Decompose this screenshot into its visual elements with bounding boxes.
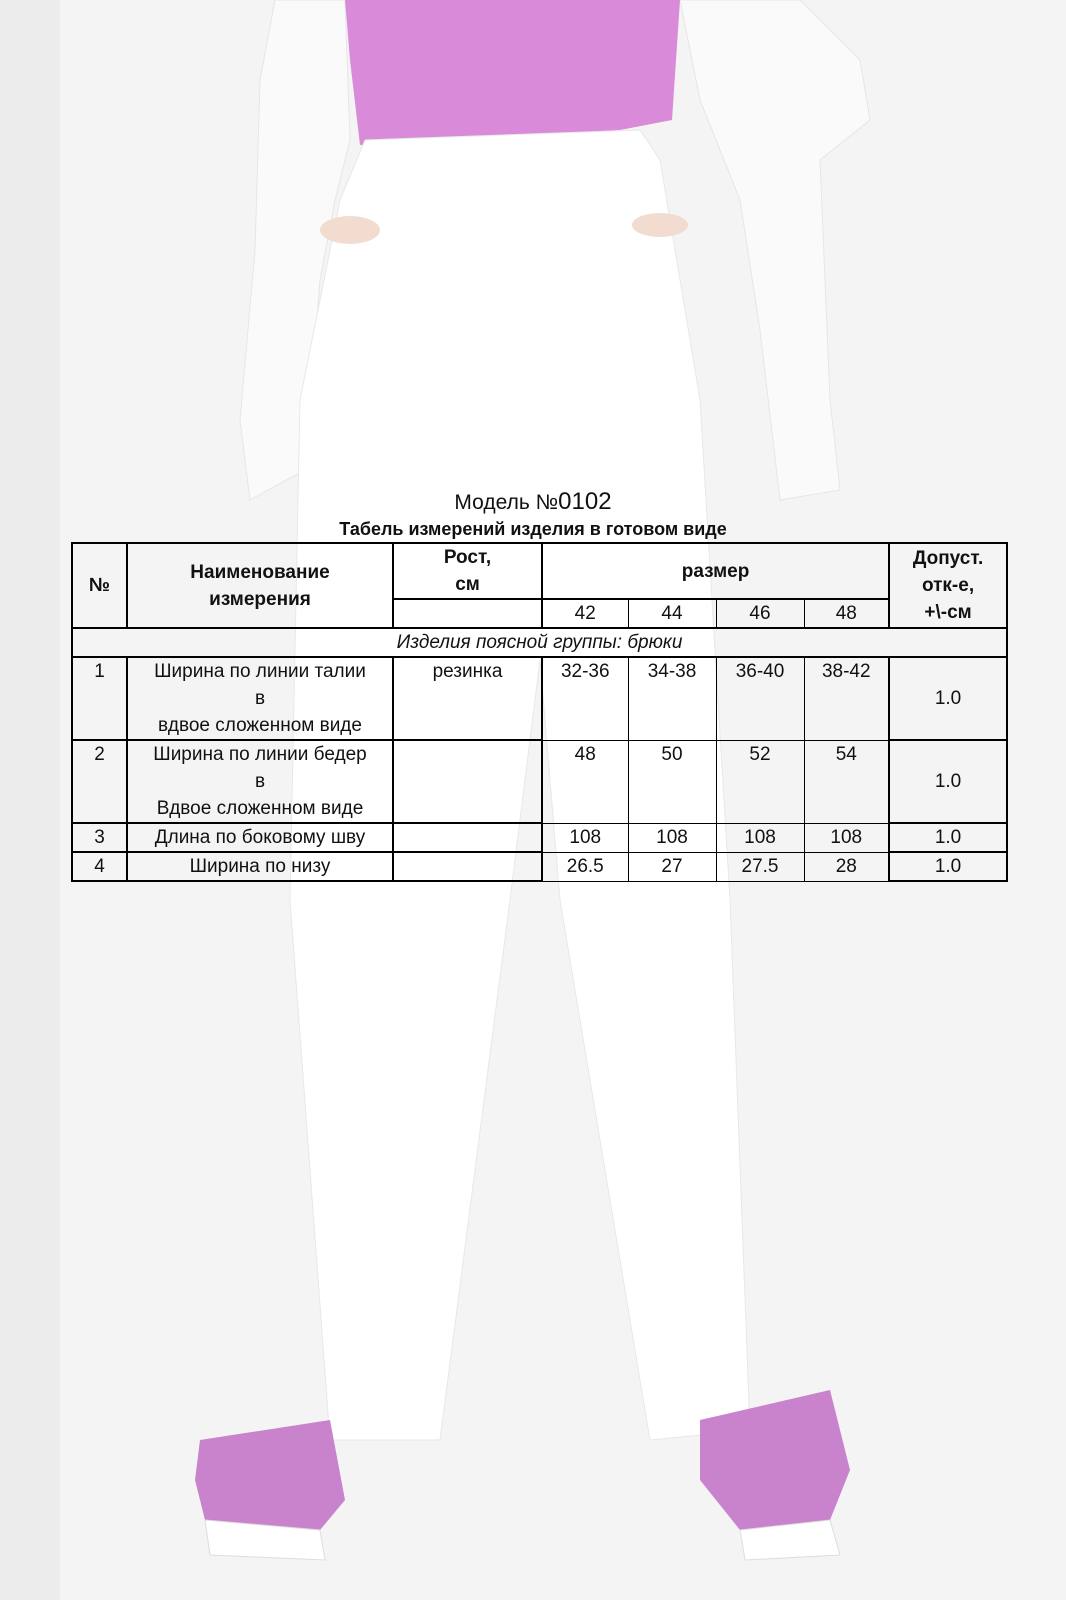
row-tolerance: 1.0 — [889, 852, 1007, 881]
row-value: 108 — [628, 823, 716, 852]
col-name-header: Наименование измерения — [127, 543, 393, 628]
size-cell: 46 — [716, 599, 804, 628]
size-cell: 42 — [542, 599, 628, 628]
row-value: 54 — [804, 740, 889, 823]
height-empty-cell — [393, 599, 542, 628]
header-row — [72, 543, 1007, 599]
col-size-header: размер — [542, 543, 889, 599]
row-value: 50 — [628, 740, 716, 823]
row-value: 38-42 — [804, 657, 889, 740]
col-height-header: Рост, см — [393, 543, 542, 599]
row-value: 27 — [628, 852, 716, 881]
model-prefix: Модель № — [454, 491, 559, 514]
row-name: Длина по боковому шву — [127, 823, 393, 852]
row-value: 108 — [716, 823, 804, 852]
row-value: 36-40 — [716, 657, 804, 740]
section-label: Изделия поясной группы: брюки — [72, 628, 1007, 657]
row-value: 108 — [804, 823, 889, 852]
col-tolerance-header: Допуст. отк-е, +\-см — [889, 543, 1007, 628]
table-row — [72, 740, 1007, 823]
table-row — [72, 657, 1007, 740]
row-value: 48 — [542, 740, 628, 823]
row-tolerance: 1.0 — [889, 823, 1007, 852]
size-cell: 44 — [628, 599, 716, 628]
row-value: 26.5 — [542, 852, 628, 881]
row-tolerance: 1.0 — [889, 740, 1007, 823]
measurement-table — [71, 542, 1008, 882]
model-number: 0102 — [558, 488, 612, 515]
row-height: резинка — [393, 657, 542, 740]
row-height — [393, 823, 542, 852]
model-title — [0, 488, 1066, 516]
table-row — [72, 852, 1007, 881]
row-name: Ширина по низу — [127, 852, 393, 881]
col-no-header: № — [72, 543, 127, 628]
row-value: 28 — [804, 852, 889, 881]
row-value: 27.5 — [716, 852, 804, 881]
row-value: 108 — [542, 823, 628, 852]
row-value: 34-38 — [628, 657, 716, 740]
row-no: 1 — [72, 657, 127, 740]
table-title: Табель измерений изделия в готовом виде — [339, 519, 727, 539]
row-value: 52 — [716, 740, 804, 823]
row-tolerance: 1.0 — [889, 657, 1007, 740]
row-no: 3 — [72, 823, 127, 852]
row-value: 32-36 — [542, 657, 628, 740]
row-height — [393, 740, 542, 823]
row-name: Ширина по линии бедер в Вдвое сложенном виде — [127, 740, 393, 823]
row-no: 2 — [72, 740, 127, 823]
size-cell: 48 — [804, 599, 889, 628]
table-row — [72, 823, 1007, 852]
row-height — [393, 852, 542, 881]
row-name: Ширина по линии талии в вдвое сложенном виде — [127, 657, 393, 740]
section-row — [72, 628, 1007, 657]
row-no: 4 — [72, 852, 127, 881]
